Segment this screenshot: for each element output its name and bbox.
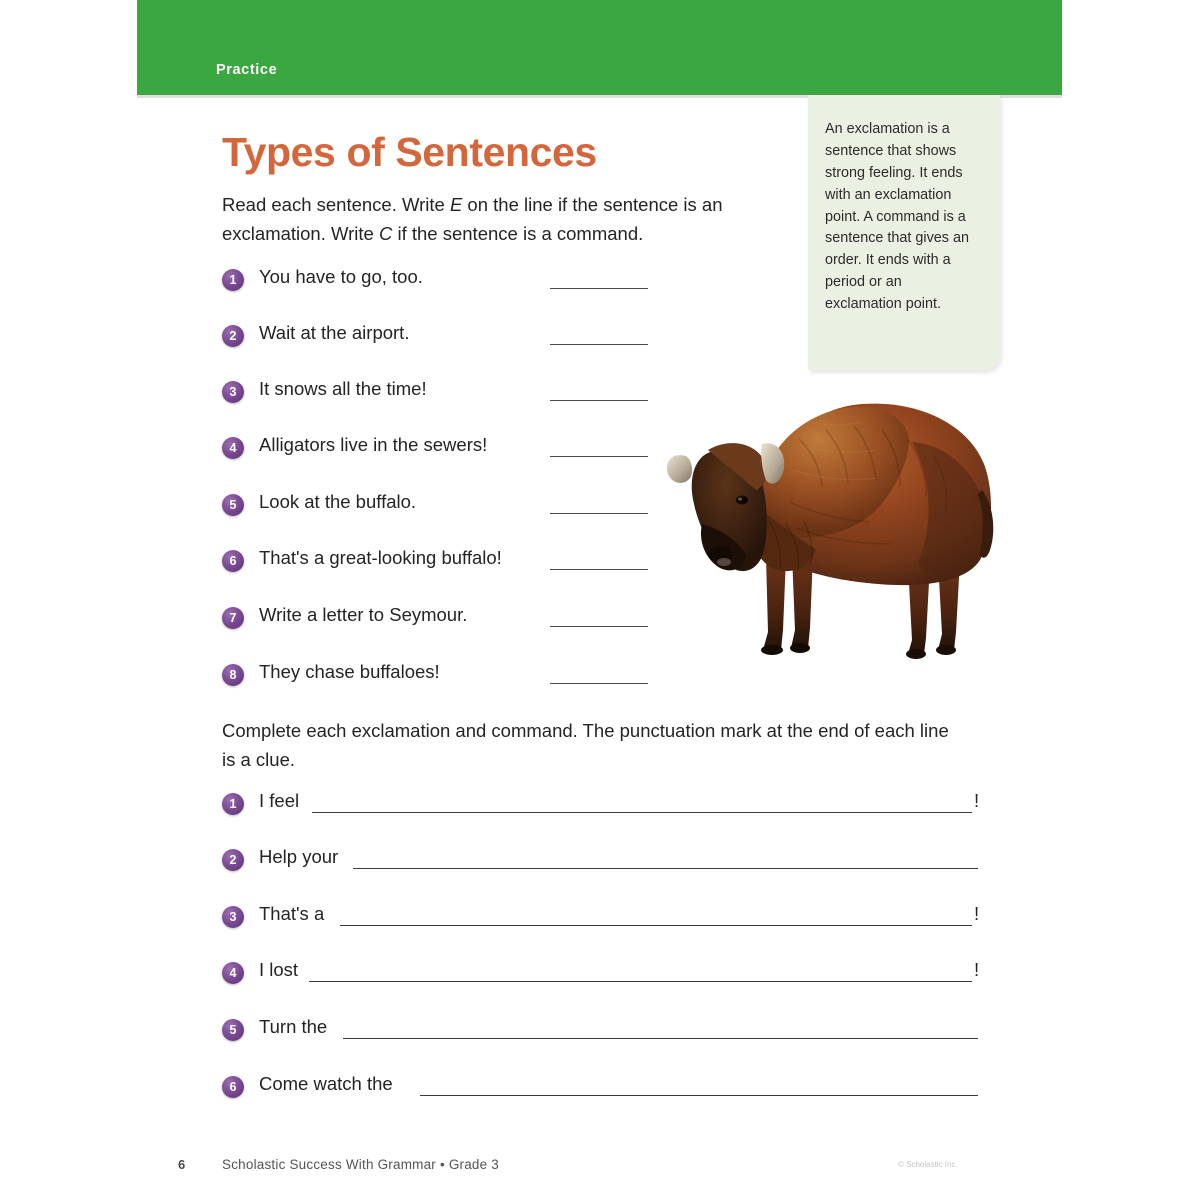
info-tip-text: An exclamation is a sentence that shows strong feeling. It ends with an exclamation point. A command is a sentence that gives an order. It ends with a period or an exclamation point. [825,121,970,313]
section1-item-5 [222,491,692,519]
footer-copyright: © Scholastic Inc. [898,1160,958,1169]
item-number-badge: 4 [222,962,244,984]
sentence-text: Write a letter to Seymour. [259,604,468,625]
end-punctuation: ! [974,790,980,811]
footer-book-title: Scholastic Success With Grammar • Grade 3 [222,1157,500,1172]
fillin-blank-line[interactable] [353,868,978,869]
answer-blank-line[interactable] [550,513,648,514]
instruction-part-1: Read each sentence. Write [222,194,450,215]
item-number-badge: 2 [222,849,244,871]
fillin-blank-line[interactable] [343,1038,978,1039]
section1-item-6 [222,547,692,575]
item-number-badge: 4 [222,437,244,459]
answer-blank-line[interactable] [550,683,648,684]
answer-blank-line[interactable] [550,569,648,570]
prompt-text: Turn the [259,1016,328,1037]
item-number-badge: 2 [222,325,244,347]
section2-item-3 [222,903,982,933]
sentence-text: It snows all the time! [259,378,427,399]
buffalo-illustration [650,382,1010,662]
sentence-text: That's a great-looking buffalo! [259,547,502,568]
instruction-part-3: if the sentence is a command. [392,223,644,245]
section2-instruction: Complete each exclamation and command. The punctuation mark at the end of each line is a clue. [222,720,949,771]
prompt-text: I lost [259,959,299,980]
section1-item-8 [222,661,692,689]
section2-item-6 [222,1073,982,1103]
item-number-badge: 6 [222,1076,244,1098]
answer-blank-line[interactable] [550,344,648,345]
section1-instruction [222,190,802,248]
page-title: Types of Sentences [222,129,597,175]
section1-item-1 [222,266,692,294]
item-number-badge: 5 [222,494,244,516]
fillin-blank-line[interactable] [309,981,972,982]
item-number-badge: 1 [222,793,244,815]
item-number-badge: 3 [222,906,244,928]
info-tip-box [808,95,1000,370]
section1-item-4 [222,434,692,462]
sentence-text: Look at the buffalo. [259,491,417,512]
instruction-letter-c: C [378,223,393,245]
item-number-badge: 5 [222,1019,244,1041]
fillin-blank-line[interactable] [340,925,972,926]
section2-item-4 [222,959,982,989]
footer-page-number: 6 [178,1157,186,1172]
instruction-letter-e: E [449,194,463,215]
practice-header-band [137,0,1062,95]
section2-item-1 [222,790,982,820]
section2-item-2 [222,846,982,876]
practice-label: Practice [216,62,278,78]
fillin-blank-line[interactable] [420,1095,978,1096]
sentence-text: Alligators live in the sewers! [259,434,488,455]
item-number-badge: 7 [222,607,244,629]
answer-blank-line[interactable] [550,626,648,627]
sentence-text: Wait at the airport. [259,322,410,343]
end-punctuation: ! [974,903,980,924]
prompt-text: Help your [259,846,339,867]
sentence-text: They chase buffaloes! [259,661,440,682]
section1-item-3 [222,378,692,406]
answer-blank-line[interactable] [550,400,648,401]
section2-item-5 [222,1016,982,1046]
section1-item-7 [222,604,692,632]
item-number-badge: 3 [222,381,244,403]
sentence-text: You have to go, too. [259,266,423,287]
end-punctuation: ! [974,959,980,980]
prompt-text: I feel [259,790,300,811]
item-number-badge: 8 [222,664,244,686]
prompt-text: Come watch the [259,1073,393,1094]
answer-blank-line[interactable] [550,288,648,289]
item-number-badge: 1 [222,269,244,291]
fillin-blank-line[interactable] [312,812,972,813]
prompt-text: That's a [259,903,325,924]
answer-blank-line[interactable] [550,456,648,457]
item-number-badge: 6 [222,550,244,572]
instruction-part-2: on the line if the sentence is an exclamation. Write [222,194,723,245]
section1-item-2 [222,322,692,350]
buffalo-bison-photo [650,382,1010,662]
